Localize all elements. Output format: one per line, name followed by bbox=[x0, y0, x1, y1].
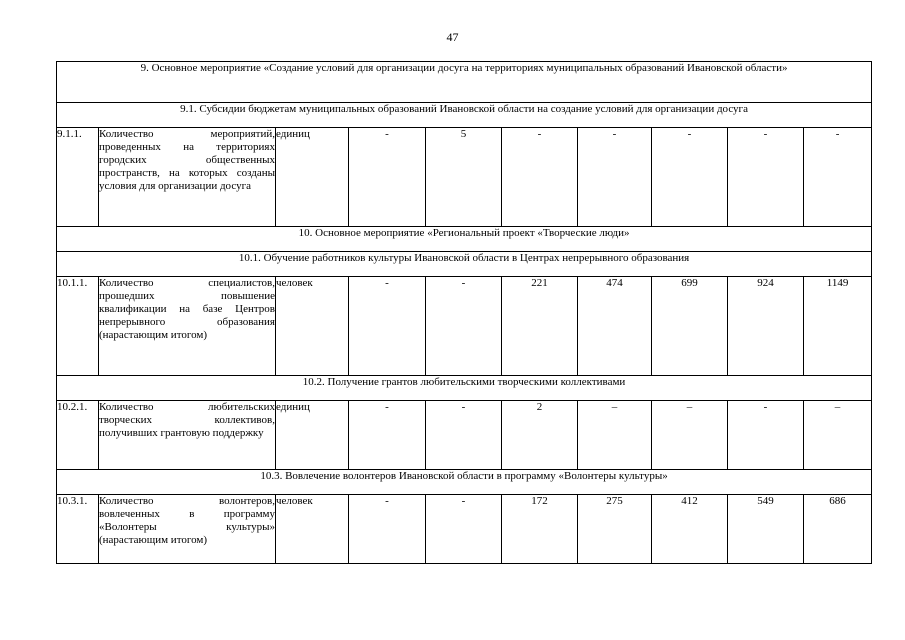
value-cell: – bbox=[652, 401, 728, 470]
value-cell: - bbox=[728, 128, 804, 227]
section-title: 9. Основное мероприятие «Создание условий для организации досуга на территориях муниципальных образований Ивановской области» bbox=[57, 62, 872, 103]
section-row bbox=[57, 227, 872, 252]
value-cell: - bbox=[349, 277, 426, 376]
value-cell: 221 bbox=[502, 277, 578, 376]
row-code: 10.2.1. bbox=[57, 401, 99, 470]
row-description: Количество любительских творческих коллективов, получивших грантовую поддержку bbox=[99, 401, 276, 470]
table-row bbox=[57, 401, 872, 470]
subsection-title: 10.3. Вовлечение волонтеров Ивановской области в программу «Волонтеры культуры» bbox=[57, 470, 872, 495]
value-cell: 686 bbox=[804, 495, 872, 564]
table-row bbox=[57, 495, 872, 564]
value-cell: - bbox=[349, 495, 426, 564]
subsection-title: 9.1. Субсидии бюджетам муниципальных образований Ивановской области на создание условий для организации досуга bbox=[57, 103, 872, 128]
subsection-row bbox=[57, 103, 872, 128]
value-cell: 549 bbox=[728, 495, 804, 564]
row-unit: единиц bbox=[276, 128, 349, 227]
page-number: 47 bbox=[446, 30, 459, 44]
value-cell: 275 bbox=[578, 495, 652, 564]
row-code: 10.1.1. bbox=[57, 277, 99, 376]
value-cell: – bbox=[578, 401, 652, 470]
value-cell: - bbox=[502, 128, 578, 227]
value-cell: – bbox=[804, 401, 872, 470]
subsection-row bbox=[57, 376, 872, 401]
row-description: Количество специалистов, прошедших повышение квалификации на базе Центров непрерывного образования (нарастающим итогом) bbox=[99, 277, 276, 376]
value-cell: - bbox=[349, 401, 426, 470]
value-cell: 5 bbox=[426, 128, 502, 227]
row-description: Количество волонтеров, вовлеченных в программу «Волонтеры культуры» (нарастающим итогом) bbox=[99, 495, 276, 564]
subsection-row bbox=[57, 252, 872, 277]
value-cell: 1149 bbox=[804, 277, 872, 376]
value-cell: - bbox=[426, 401, 502, 470]
value-cell: - bbox=[804, 128, 872, 227]
subsection-row bbox=[57, 470, 872, 495]
value-cell: - bbox=[349, 128, 426, 227]
row-description: Количество мероприятий, проведенных на территориях городских общественных пространств, на которых созданы условия для организации досуга bbox=[99, 128, 276, 227]
value-cell: - bbox=[652, 128, 728, 227]
value-cell: - bbox=[426, 277, 502, 376]
row-code: 10.3.1. bbox=[57, 495, 99, 564]
value-cell: 2 bbox=[502, 401, 578, 470]
table-row bbox=[57, 128, 872, 227]
value-cell: - bbox=[578, 128, 652, 227]
section-title: 10. Основное мероприятие «Региональный проект «Творческие люди» bbox=[57, 227, 872, 252]
value-cell: 924 bbox=[728, 277, 804, 376]
table-row bbox=[57, 277, 872, 376]
value-cell: 172 bbox=[502, 495, 578, 564]
row-unit: единиц bbox=[276, 401, 349, 470]
row-unit: человек bbox=[276, 277, 349, 376]
value-cell: 474 bbox=[578, 277, 652, 376]
value-cell: 699 bbox=[652, 277, 728, 376]
indicators-table bbox=[56, 61, 872, 564]
section-row bbox=[57, 62, 872, 103]
value-cell: - bbox=[426, 495, 502, 564]
subsection-title: 10.2. Получение грантов любительскими творческими коллективами bbox=[57, 376, 872, 401]
subsection-title: 10.1. Обучение работников культуры Ивановской области в Центрах непрерывного образования bbox=[57, 252, 872, 277]
value-cell: 412 bbox=[652, 495, 728, 564]
row-code: 9.1.1. bbox=[57, 128, 99, 227]
row-unit: человек bbox=[276, 495, 349, 564]
value-cell: - bbox=[728, 401, 804, 470]
